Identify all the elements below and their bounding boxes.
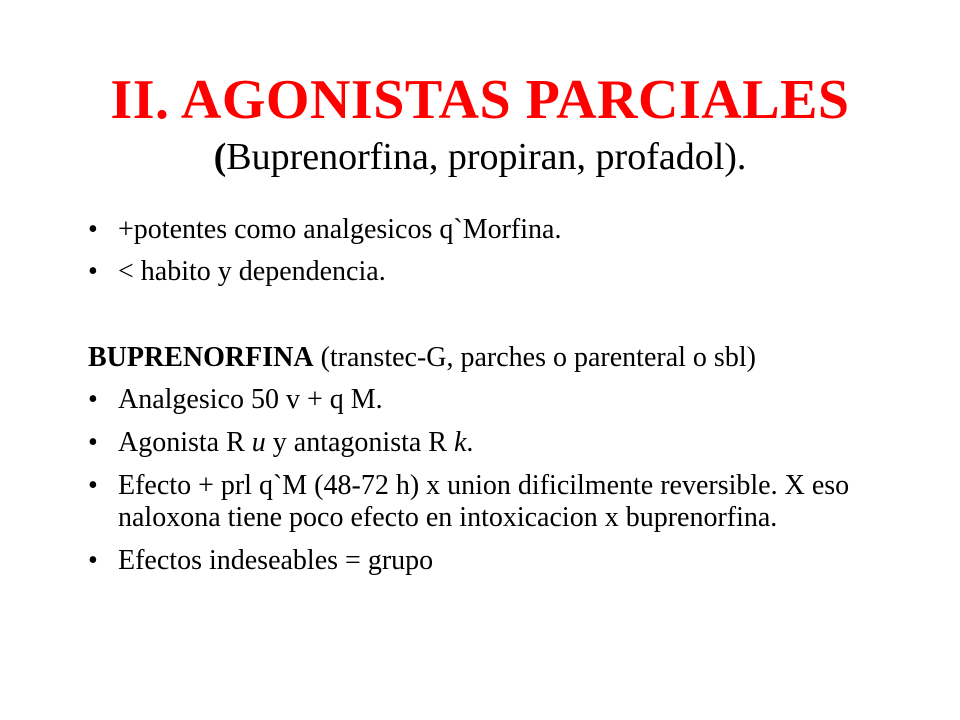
receptor-k-symbol: k [453,427,467,458]
slide-title [0,68,960,180]
slide-body [88,214,888,588]
section-heading-rest: (transtec-G, parches o parenteral o sbl) [313,342,756,373]
bullet-icon: • [88,256,98,287]
title-sub-open-paren: ( [213,136,227,178]
bullet-text [118,427,473,458]
bullet-icon: • [88,427,98,458]
bullet-text: < habito y dependencia. [118,256,386,287]
receptor-u-symbol: u [251,427,266,458]
bullet-item [88,256,888,288]
title-subtitle [0,134,960,180]
bullet-text-part: y antagonista R [265,427,454,458]
bullet-item [88,384,888,416]
title-main: II. AGONISTAS PARCIALES [110,69,850,131]
bullet-text-part: Agonista R [118,427,252,458]
intro-bullet-list [88,214,888,288]
section-heading [88,342,888,374]
bullet-icon: • [88,470,98,501]
detail-bullet-list [88,384,888,577]
bullet-text: Analgesico 50 v + q M. [118,384,383,415]
bullet-icon: • [88,384,98,415]
bullet-text-part: . [466,427,474,458]
bullet-icon: • [88,214,98,245]
bullet-item [88,545,888,577]
bullet-item [88,427,888,459]
section-heading-bold: BUPRENORFINA [88,342,314,373]
title-sub-text: Buprenorfina, propiran, profadol). [226,136,747,178]
bullet-text: Efecto + prl q`M (48-72 h) x union dificilmente reversible. X eso naloxona tiene poco efecto en intoxicacion x buprenorfina. [118,470,850,533]
bullet-icon: • [88,545,98,576]
bullet-item [88,214,888,246]
bullet-text: Efectos indeseables = grupo [118,545,434,576]
bullet-item [88,470,888,534]
bullet-text: +potentes como analgesicos q`Morfina. [118,214,562,245]
